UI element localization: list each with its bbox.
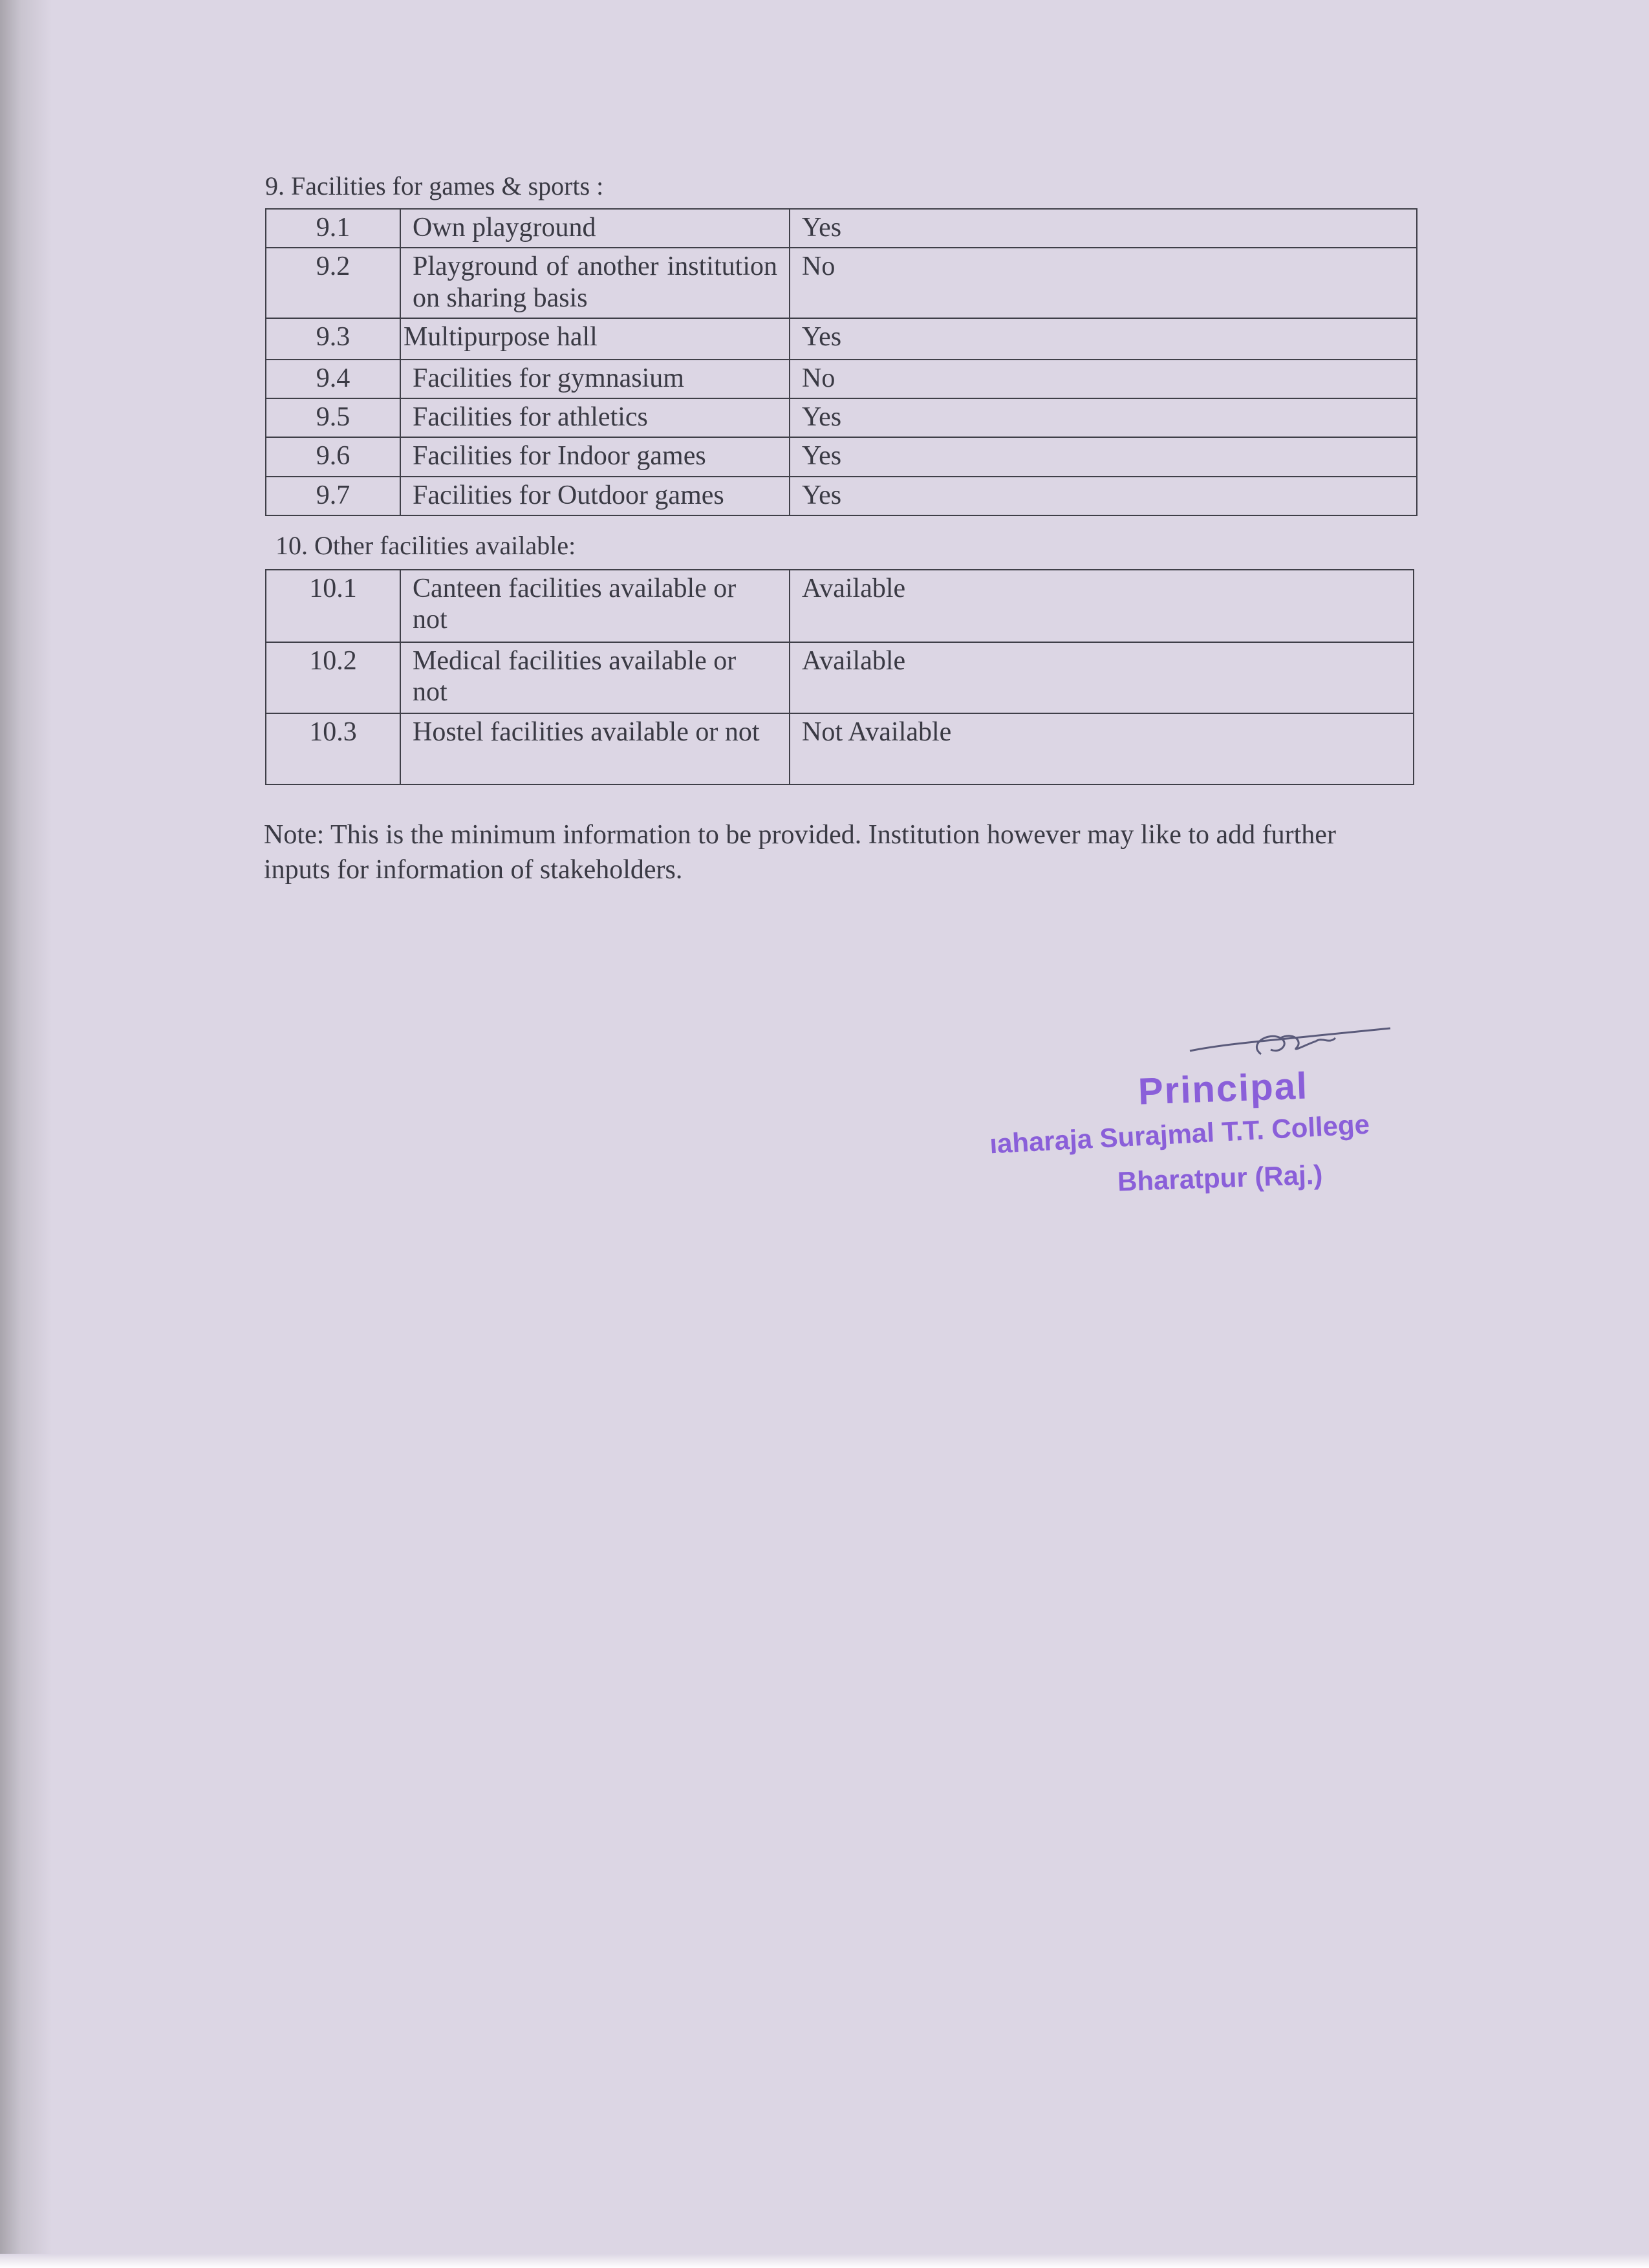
- row-number: 9.6: [266, 437, 400, 476]
- stamp-college-name: ıaharaja Surajmal T.T. College: [989, 1108, 1371, 1160]
- row-number: 9.3: [266, 318, 400, 360]
- facility-value: Available: [790, 570, 1414, 642]
- scanned-page-edge: [0, 0, 52, 2268]
- facility-value: Not Available: [790, 713, 1414, 784]
- row-number: 10.2: [266, 642, 400, 713]
- table-row: [266, 570, 1414, 642]
- facility-value: Yes: [790, 209, 1417, 248]
- facility-label: Facilities for Indoor games: [400, 437, 790, 476]
- section-9-title: 9. Facilities for games & sports :: [265, 171, 604, 200]
- table-row: [266, 318, 1417, 360]
- facility-label: Playground of another institution on sharing basis: [400, 248, 790, 318]
- facility-value: No: [790, 360, 1417, 398]
- facility-label: Multipurpose hall: [400, 318, 790, 360]
- facility-label: Medical facilities available or not: [400, 642, 790, 713]
- facility-label: Canteen facilities available or not: [400, 570, 790, 642]
- note-text: Note: This is the minimum information to be provided. Institution however may like to add further inputs for information of stakeholders.: [264, 820, 1336, 885]
- facility-value: Yes: [790, 437, 1417, 476]
- row-number: 9.1: [266, 209, 400, 248]
- table-row: [266, 248, 1417, 318]
- section-10-title: 10. Other facilities available:: [275, 531, 576, 560]
- facility-value: No: [790, 248, 1417, 318]
- other-facilities-table: [265, 569, 1414, 785]
- facility-value: Yes: [790, 398, 1417, 437]
- row-number: 9.5: [266, 398, 400, 437]
- table-row: [266, 398, 1417, 437]
- row-number: 9.7: [266, 477, 400, 515]
- facility-value: Available: [790, 642, 1414, 713]
- table-row: [266, 642, 1414, 713]
- scanned-page-bottom-edge: [0, 2254, 1649, 2268]
- table-row: [266, 360, 1417, 398]
- table-row: [266, 477, 1417, 515]
- games-sports-table: [265, 208, 1417, 516]
- facility-label: Hostel facilities available or not: [400, 713, 790, 784]
- stamp-title: Principal: [1137, 1064, 1310, 1113]
- row-number: 10.3: [266, 713, 400, 784]
- stamp-location: Bharatpur (Raj.): [1117, 1159, 1324, 1197]
- facility-label: Facilities for Outdoor games: [400, 477, 790, 515]
- facility-label: Facilities for gymnasium: [400, 360, 790, 398]
- table-row: [266, 209, 1417, 248]
- row-number: 9.2: [266, 248, 400, 318]
- principal-stamp: [983, 1022, 1500, 1235]
- row-number: 9.4: [266, 360, 400, 398]
- facility-value: Yes: [790, 477, 1417, 515]
- facility-value: Yes: [790, 318, 1417, 360]
- table-row: [266, 713, 1414, 784]
- row-number: 10.1: [266, 570, 400, 642]
- facility-label: Own playground: [400, 209, 790, 248]
- table-row: [266, 437, 1417, 476]
- facility-label: Facilities for athletics: [400, 398, 790, 437]
